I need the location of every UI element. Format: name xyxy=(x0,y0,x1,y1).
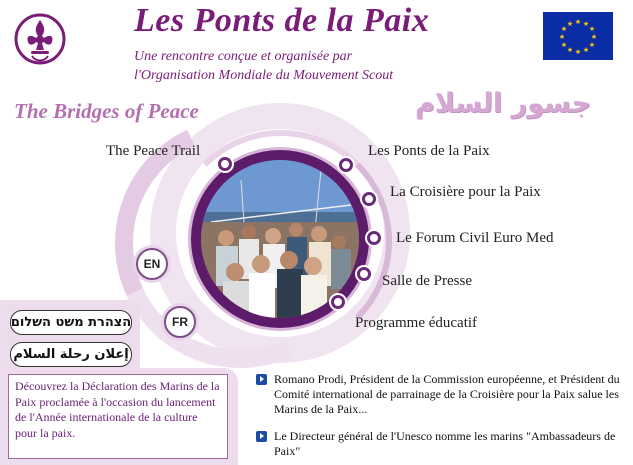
menu-link-programme[interactable]: Programme éducatif xyxy=(355,315,478,331)
menu-dot-presse[interactable] xyxy=(357,267,371,281)
svg-text:★: ★ xyxy=(588,41,596,49)
svg-text:★: ★ xyxy=(560,41,568,49)
svg-text:★: ★ xyxy=(558,33,566,41)
bridges-of-peace-arabic-heading: جسور السلام xyxy=(415,88,591,119)
hebrew-declaration-link[interactable]: הצהרת משט השלום xyxy=(10,310,132,335)
arabic-declaration-link[interactable]: إعلان رحلة السلام xyxy=(10,342,132,367)
declaration-promo-link[interactable]: Découvrez la Déclaration des Marins de la Paix proclamée à l'occasion du lancement de l'Année internationale de la culture pour la paix. xyxy=(8,374,228,459)
page-title: Les Ponts de la Paix xyxy=(134,2,430,39)
svg-text:★: ★ xyxy=(566,20,574,28)
svg-text:★: ★ xyxy=(574,18,582,26)
svg-text:★: ★ xyxy=(582,20,590,28)
scout-logo-icon[interactable] xyxy=(14,12,66,70)
declaration-promo-panel xyxy=(0,368,238,465)
menu-link-croisiere[interactable]: La Croisière pour la Paix xyxy=(390,184,541,200)
declaration-stamps-panel xyxy=(0,300,140,372)
language-fr-button[interactable]: FR xyxy=(164,306,196,338)
svg-text:★: ★ xyxy=(588,25,596,33)
arrow-bullet-icon xyxy=(256,431,267,442)
news-item[interactable] xyxy=(256,372,628,417)
news-item-text[interactable]: Le Directeur général de l'Unesco nomme les marins "Ambassadeurs de Paix" xyxy=(274,429,616,458)
menu-dot-forum[interactable] xyxy=(367,231,381,245)
menu-dot-peace-trail[interactable] xyxy=(218,157,232,171)
menu-link-ponts[interactable]: Les Ponts de la Paix xyxy=(368,143,490,159)
news-item[interactable] xyxy=(256,429,628,459)
page-subtitle xyxy=(134,47,393,85)
eu-flag-icon xyxy=(543,12,613,60)
svg-text:★: ★ xyxy=(590,33,598,41)
subtitle-line-2: l'Organisation Mondiale du Mouvement Scout xyxy=(134,68,394,83)
menu-dot-croisiere[interactable] xyxy=(362,192,376,206)
news-item-text[interactable]: Romano Prodi, Président de la Commission européenne, et Président du Comité international de parrainage de la Croisière pour la Paix salue les Marins de la Paix... xyxy=(274,372,620,416)
menu-link-presse[interactable]: Salle de Presse xyxy=(382,273,472,289)
bridges-of-peace-heading: The Bridges of Peace xyxy=(14,99,199,123)
subtitle-line-1: Une rencontre conçue et organisée par xyxy=(134,49,353,64)
menu-dot-ponts[interactable] xyxy=(339,158,353,172)
svg-text:★: ★ xyxy=(560,25,568,33)
menu-dot-programme[interactable] xyxy=(331,295,345,309)
language-en-button[interactable]: EN xyxy=(136,248,168,280)
svg-text:★: ★ xyxy=(566,46,574,54)
arrow-bullet-icon xyxy=(256,374,267,385)
menu-link-forum[interactable]: Le Forum Civil Euro Med xyxy=(396,230,554,246)
svg-text:★: ★ xyxy=(574,48,582,56)
svg-text:★: ★ xyxy=(582,46,590,54)
menu-link-peace-trail[interactable]: The Peace Trail xyxy=(106,143,201,159)
